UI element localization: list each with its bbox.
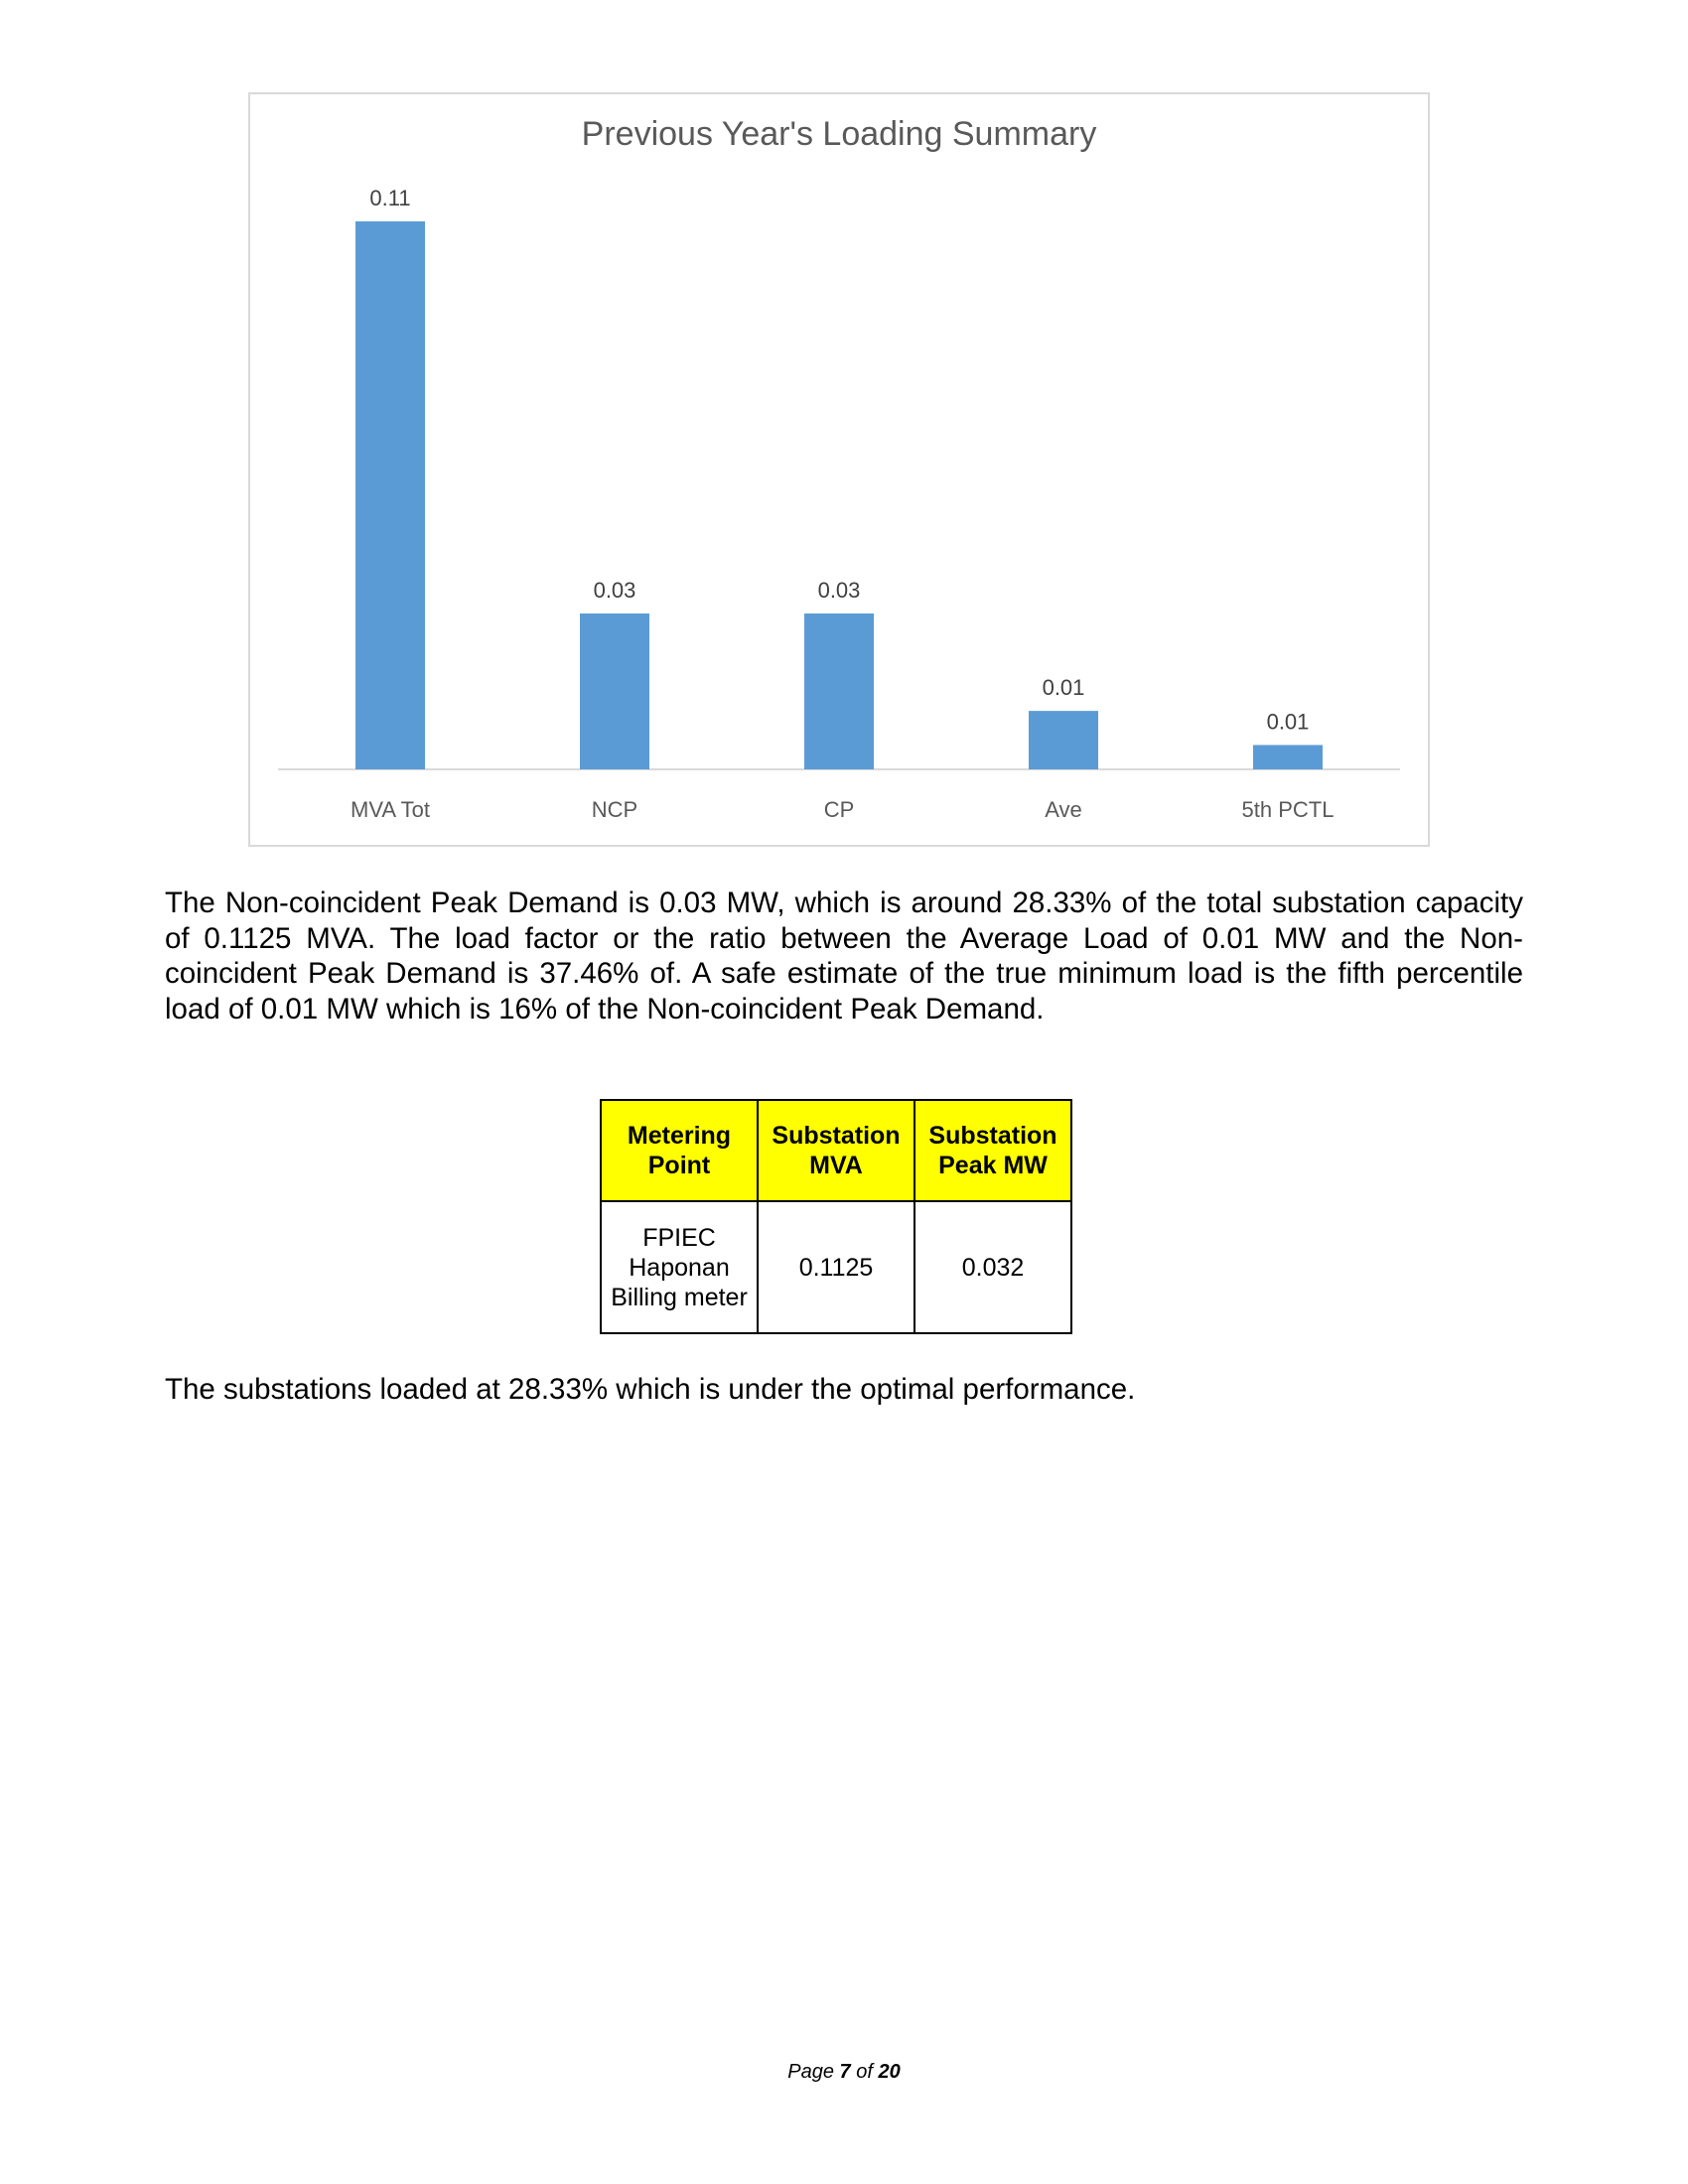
x-tick-label: CP bbox=[823, 797, 855, 822]
header-substation-mva: Substation MVA bbox=[758, 1100, 914, 1201]
x-tick-label: NCP bbox=[591, 797, 638, 822]
bar-ave bbox=[1029, 711, 1098, 769]
page-word: Page bbox=[787, 2061, 834, 2083]
of-word: of bbox=[856, 2061, 873, 2083]
header-metering-point: Metering Point bbox=[601, 1100, 758, 1201]
loading-summary-chart bbox=[248, 92, 1430, 847]
x-tick-label: MVA Tot bbox=[351, 797, 430, 822]
cell-metering-point: FPIEC Haponan Billing meter bbox=[601, 1201, 758, 1333]
bar-5th-pctl bbox=[1253, 745, 1323, 769]
page-footer bbox=[0, 2061, 1688, 2084]
conclusion-paragraph: The substations loaded at 28.33% which is under the optimal performance. bbox=[165, 1373, 1136, 1406]
metering-table bbox=[600, 1099, 1072, 1334]
x-tick-label: 5th PCTL bbox=[1241, 797, 1335, 822]
data-label: 0.03 bbox=[817, 577, 861, 603]
total-pages: 20 bbox=[878, 2061, 901, 2083]
header-substation-peak-mw: Substation Peak MW bbox=[914, 1100, 1071, 1201]
summary-paragraph: The Non-coincident Peak Demand is 0.03 MW, which is around 28.33% of the total substation capacity of 0.1125 MVA. The load factor or the ratio between the Average Load of 0.01 MW and the Non-coincident Peak Demand is 37.46% of. A safe estimate of the true minimum load is the fifth percentile load of 0.01 MW which is 16% of the Non-coincident Peak Demand. bbox=[165, 887, 1523, 1025]
bar-mva-tot bbox=[355, 221, 425, 769]
chart-canvas bbox=[250, 94, 1428, 845]
data-label: 0.11 bbox=[369, 186, 411, 210]
table-row bbox=[601, 1201, 1071, 1333]
bar-cp bbox=[804, 614, 874, 769]
chart-title: Previous Year's Loading Summary bbox=[581, 115, 1097, 153]
data-label: 0.01 bbox=[1266, 709, 1310, 735]
cell-substation-peak-mw: 0.032 bbox=[914, 1201, 1071, 1333]
x-tick-label: Ave bbox=[1045, 797, 1082, 822]
page-number: 7 bbox=[839, 2061, 851, 2083]
cell-substation-mva: 0.1125 bbox=[758, 1201, 914, 1333]
data-label: 0.01 bbox=[1042, 675, 1085, 701]
bar-ncp bbox=[580, 614, 649, 769]
table-header-row bbox=[601, 1100, 1071, 1201]
data-label: 0.03 bbox=[593, 577, 636, 603]
